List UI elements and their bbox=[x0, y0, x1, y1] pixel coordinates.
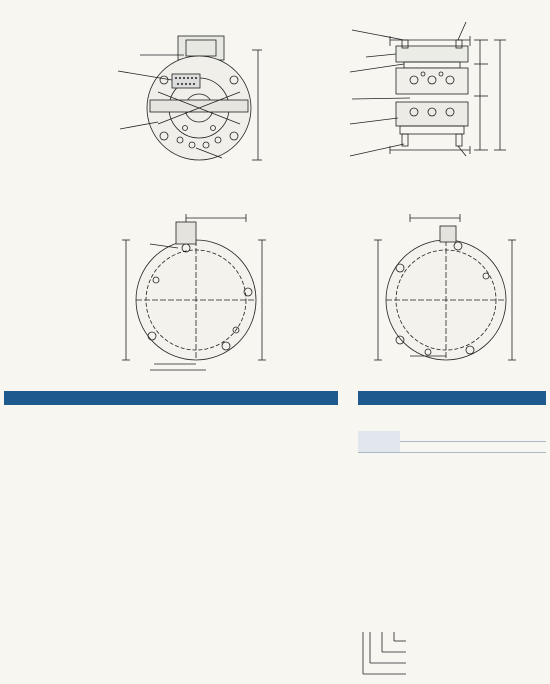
example-leaders bbox=[360, 632, 420, 680]
standard-model-table bbox=[358, 431, 546, 453]
dowel-pin-label-top bbox=[468, 13, 475, 21]
outline-drawing bbox=[0, 0, 550, 180]
adaptor-bolt-label-en bbox=[18, 135, 32, 143]
std-row-name bbox=[400, 442, 473, 453]
std-row-name bbox=[400, 431, 473, 442]
model-header bbox=[358, 391, 546, 405]
std-row-code bbox=[473, 431, 546, 442]
plate-drawing bbox=[0, 200, 550, 385]
mount-bolt2-label-en bbox=[300, 156, 314, 164]
std-row-code bbox=[473, 442, 546, 453]
dowel-pin-label-bottom bbox=[468, 156, 475, 164]
spec-header bbox=[4, 391, 338, 405]
connector-label-jp bbox=[84, 50, 91, 58]
